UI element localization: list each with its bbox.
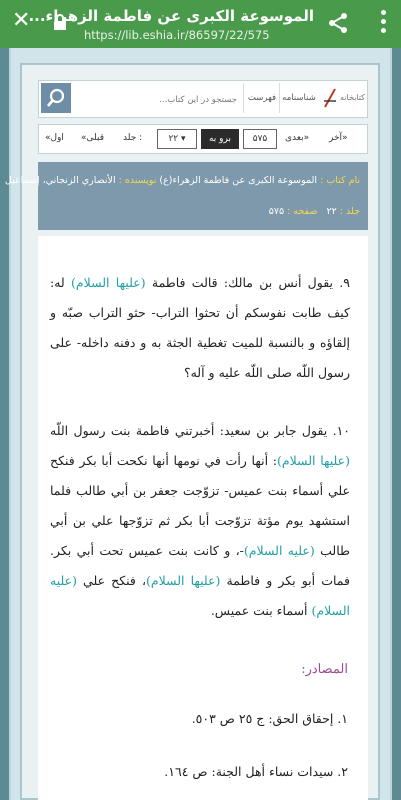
first-page-link[interactable]: «اول — [45, 133, 64, 143]
volume-label: جلد : — [123, 133, 143, 143]
last-page-link[interactable]: آخر» — [329, 133, 348, 143]
page-title: الموسوعة الكبرى عن فاطمة الزهراء... — [28, 7, 314, 25]
browser-toolbar — [0, 0, 401, 48]
go-button[interactable]: برو به — [201, 129, 239, 149]
search-icon — [45, 87, 67, 109]
prev-page-link[interactable]: «قبلی — [81, 133, 105, 143]
next-page-link[interactable]: بعدی» — [285, 133, 310, 143]
logo-mark-icon — [323, 87, 337, 109]
site-header — [38, 80, 368, 118]
search-input[interactable] — [75, 83, 239, 117]
logo-text: كتابخانه — [339, 93, 365, 102]
page-url[interactable]: https://lib.eshia.ir/86597/22/575 — [84, 28, 270, 42]
overflow-menu-icon[interactable] — [381, 10, 387, 36]
sources-heading: المصادر: — [301, 662, 348, 677]
info-page: ۵۷۵ — [268, 206, 285, 217]
hadith-9: ٩. يقول أنس بن مالك: قالت فاطمة (عليها السلام) له: كيف طابت نفوسكم أن تحثوا التراب- حثو التراب صبّه و إلقاؤه و بالنسبة للميت تغطية الجثة به و دفنه داخله- على رسول اللّه صلى اللّه عليه و آله؟ — [50, 275, 350, 380]
book-author[interactable]: الأنصاري الزنجاني، إسماعيل — [4, 175, 116, 186]
close-icon[interactable]: ✕ — [12, 8, 31, 33]
page-navigator — [38, 124, 368, 154]
book-page-text — [38, 236, 368, 800]
site-logo[interactable] — [317, 83, 365, 113]
volume-page-line: جلد : ۲۲ صفحه : ۵۷۵ — [268, 206, 360, 217]
page-number-input[interactable]: ۵۷۵ — [243, 129, 277, 149]
source-item: ١. إحقاق الحق: ج ٢٥ ص ٥٠٣. — [191, 711, 348, 726]
book-info-panel — [4, 162, 368, 230]
book-title-line: نام كتاب : الموسوعة الكبرى عن فاطمة الزهراء(ع) نويسنده : الأنصاري الزنجاني، إسماعيل — [4, 175, 360, 186]
source-item: ٢. سيدات نساء أهل الجنة: ص ١٦٤. — [164, 764, 348, 779]
book-title[interactable]: الموسوعة الكبرى عن فاطمة الزهراء(ع) — [159, 175, 318, 186]
share-icon[interactable] — [327, 12, 349, 34]
tab-fehrest[interactable]: فهرست — [243, 83, 280, 113]
info-volume: ۲۲ — [326, 206, 337, 217]
search-button[interactable] — [41, 83, 71, 113]
tab-shenasname[interactable]: شناسنامه — [279, 83, 318, 113]
hadith-10: ١٠. يقول جابر بن سعيد: أخبرتني فاطمة بنت رسول اللّه (عليها السلام): أنها رأت في نومها أنها نكحت أبا بكر فنكح علي أسماء بنت عميس- تزوّجت جعفر بن أبي طالب فلما استشهد يوم مؤتة تزوّجت أبا بكر ثم تزوّجها علي بن أبي طالب (عليه السلام)-، و كانت بنت عميس تحت أبي بكر. فمات أبو بكر و فاطمة (عليها السلام)، فنكح علي (عليه السلام) أسماء بنت عميس. — [50, 423, 351, 618]
volume-select[interactable]: ۲۲ ▾ — [157, 129, 197, 149]
